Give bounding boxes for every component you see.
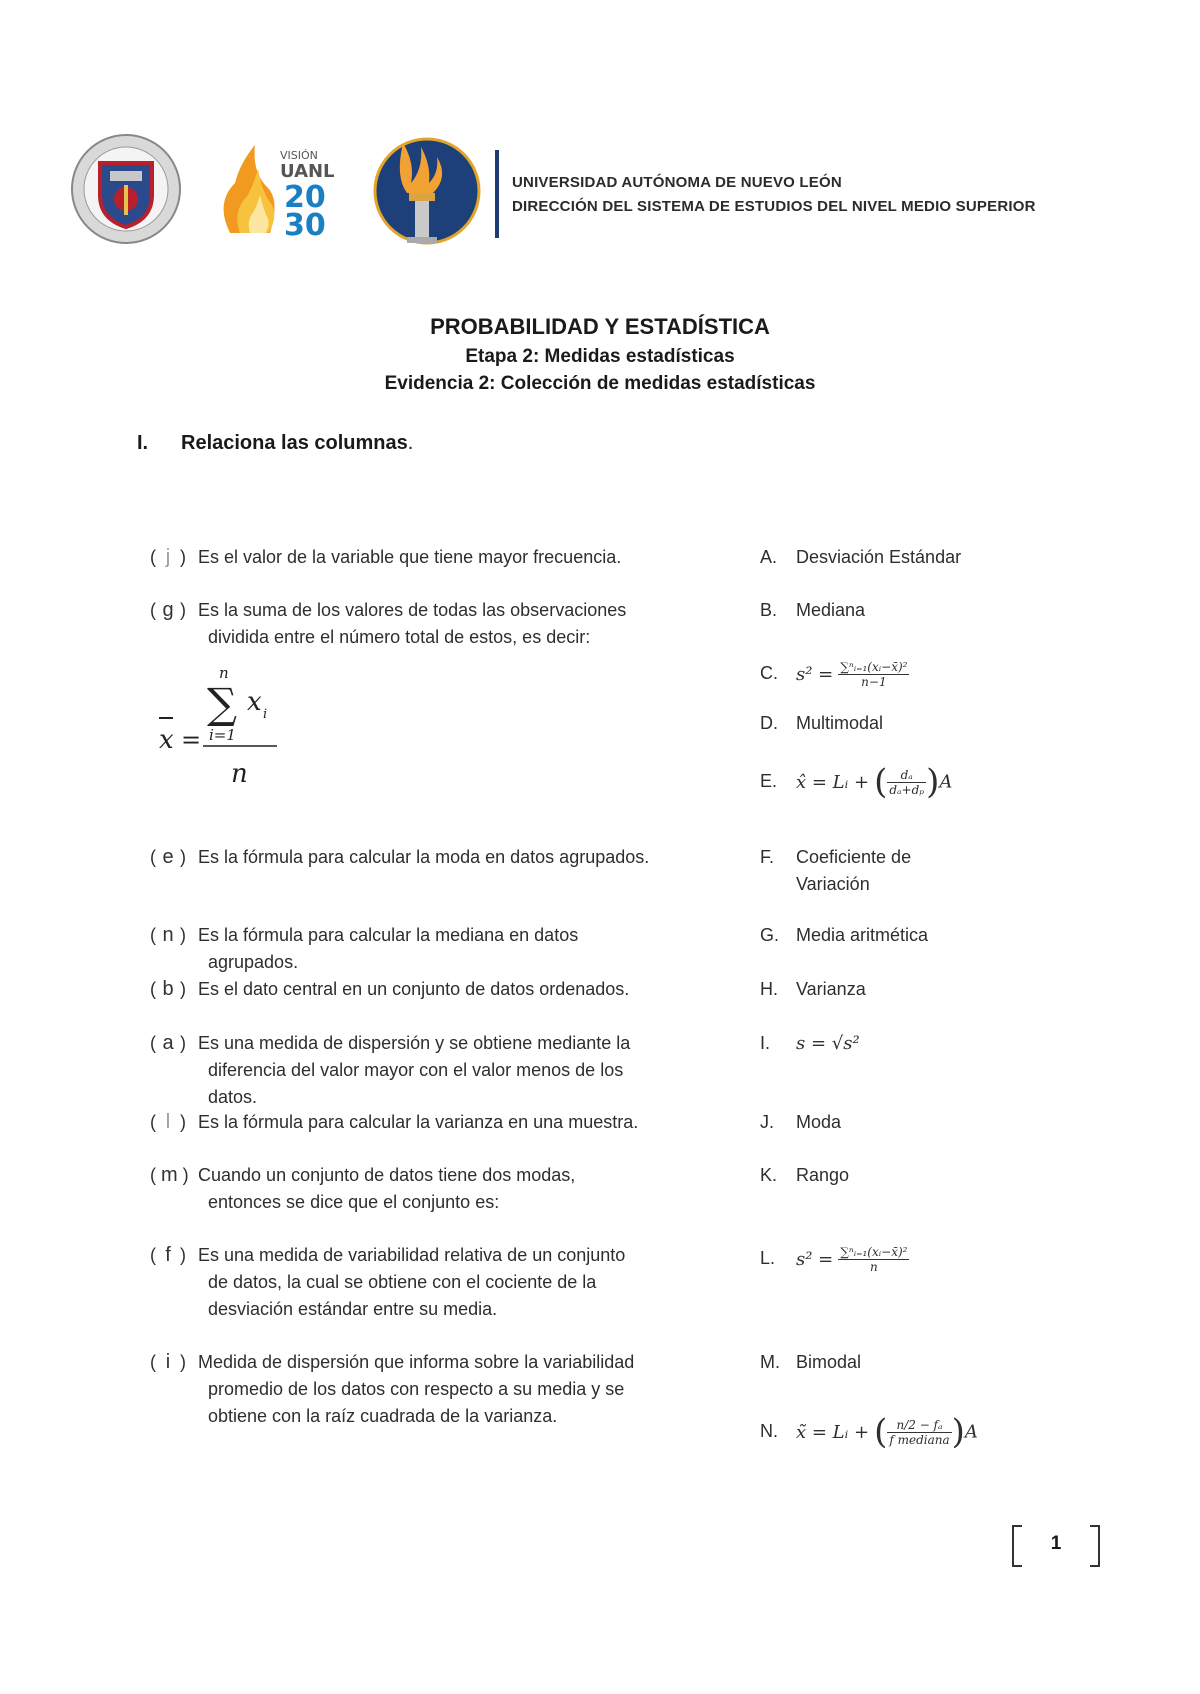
- option-letter: C.: [760, 663, 778, 684]
- option-text: Desviación Estándar: [796, 547, 962, 567]
- option-n: [760, 1412, 978, 1452]
- answer-slot[interactable]: ( f ): [150, 1242, 198, 1269]
- right-paren-icon: ): [926, 762, 940, 802]
- answer-letter: e: [162, 846, 174, 868]
- option-letter: E.: [760, 771, 778, 792]
- item-text-line: diferencia del valor mayor con el valor menos de los: [208, 1060, 624, 1080]
- item-text-line: agrupados.: [208, 952, 299, 972]
- option-letter: G.: [760, 925, 780, 945]
- fraction-numerator: ∑ⁿᵢ₌₁(xᵢ−x̄)²: [840, 1245, 908, 1259]
- fraction-denominator: f mediana: [889, 1433, 950, 1447]
- left-paren-icon: (: [874, 762, 888, 802]
- option-m: [760, 1349, 861, 1376]
- item-10: [150, 1349, 710, 1430]
- item-5: [150, 976, 710, 1003]
- formula-lhs: x: [159, 725, 174, 755]
- option-letter: H.: [760, 979, 778, 999]
- option-formula: s = √s²: [796, 1033, 860, 1054]
- option-formula-fraction: [838, 1245, 909, 1274]
- answer-letter: a: [162, 1032, 174, 1054]
- item-8: [150, 1162, 710, 1216]
- option-j: [760, 1109, 841, 1136]
- fraction-numerator: dₐ: [887, 768, 926, 783]
- option-text: Rango: [796, 1165, 850, 1185]
- option-letter: L.: [760, 1248, 776, 1269]
- item-text-line: entonces se dice que el conjunto es:: [208, 1192, 500, 1212]
- formula-eq: =: [181, 726, 202, 754]
- logo-vision-text: VISIÓN: [280, 149, 318, 162]
- answer-letter: g: [162, 599, 174, 621]
- item-text-line: Es una medida de variabilidad relativa de un conjunto: [198, 1245, 626, 1265]
- item-text-line: Es la fórmula para calcular la varianza en una muestra.: [198, 1112, 639, 1132]
- item-4: [150, 922, 710, 976]
- answer-letter: l: [165, 1111, 171, 1133]
- item-text-line: obtiene con la raíz cuadrada de la varianza.: [208, 1406, 558, 1426]
- option-letter: N.: [760, 1421, 778, 1442]
- option-formula-fraction: [887, 768, 926, 797]
- item-text-line: Es el valor de la variable que tiene mayor frecuencia.: [198, 547, 622, 567]
- option-text-line: Variación: [796, 874, 870, 894]
- fraction-numerator: n/2 − fₐ: [887, 1418, 951, 1433]
- option-formula-fraction: [887, 1418, 951, 1447]
- item-text-line: dividida entre el número total de estos, es decir:: [208, 627, 591, 647]
- option-letter: J.: [760, 1112, 775, 1132]
- answer-slot[interactable]: ( j ): [150, 544, 198, 571]
- fraction-denominator: n−1: [861, 675, 887, 689]
- option-letter: D.: [760, 713, 778, 733]
- item-9: [150, 1242, 710, 1323]
- item-3: [150, 844, 710, 871]
- item-6: [150, 1030, 710, 1111]
- option-formula-lhs: s² =: [796, 664, 834, 685]
- formula-den: n: [231, 759, 248, 789]
- fraction-denominator: n: [870, 1260, 878, 1274]
- option-letter: M.: [760, 1352, 780, 1372]
- answer-slot[interactable]: ( i ): [150, 1349, 198, 1376]
- university-name: UNIVERSIDAD AUTÓNOMA DE NUEVO LEÓN: [512, 174, 842, 191]
- answer-slot[interactable]: ( e ): [150, 844, 198, 871]
- option-f: [760, 844, 911, 898]
- section-number: I.: [137, 432, 149, 454]
- right-paren-icon: ): [951, 1412, 965, 1452]
- answer-letter: j: [165, 546, 171, 568]
- item-text-line: Es una medida de dispersión y se obtiene mediante la: [198, 1033, 631, 1053]
- evidence-title: Evidencia 2: Colección de medidas estadísticas: [384, 373, 816, 394]
- item-text-line: de datos, la cual se obtiene con el cociente de la: [208, 1272, 597, 1292]
- logo-20-text: 20: [284, 180, 326, 215]
- option-letter: K.: [760, 1165, 778, 1185]
- option-formula-lhs: x̂ = Lᵢ +: [796, 772, 870, 793]
- logo-30-text: 30: [284, 208, 326, 243]
- answer-slot[interactable]: ( g ): [150, 597, 198, 624]
- left-paren-icon: (: [874, 1412, 888, 1452]
- answer-slot[interactable]: ( m ): [150, 1162, 198, 1189]
- item-text-line: desviación estándar entre su media.: [208, 1299, 498, 1319]
- option-formula-lhs: s² =: [796, 1249, 834, 1270]
- item-text-line: Es la suma de los valores de todas las observaciones: [198, 600, 627, 620]
- formula-var: x: [247, 687, 262, 717]
- option-text: Multimodal: [796, 713, 884, 733]
- fraction-numerator: ∑ⁿᵢ₌₁(xᵢ−x̄)²: [840, 660, 908, 674]
- page-number: 1: [1050, 1533, 1062, 1554]
- option-letter: F.: [760, 847, 775, 867]
- fraction-denominator: dₐ+dₚ: [889, 783, 925, 797]
- answer-letter: m: [161, 1164, 178, 1186]
- option-letter: I.: [760, 1033, 771, 1053]
- stage-title: Etapa 2: Medidas estadísticas: [465, 346, 735, 367]
- item-text-line: Medida de dispersión que informa sobre la variabilidad: [198, 1352, 635, 1372]
- sistema-nivel-medio-superior-logo: [367, 133, 485, 245]
- option-letter: B.: [760, 600, 778, 620]
- answer-letter: b: [162, 978, 174, 1000]
- option-formula-tail: A: [964, 1421, 978, 1443]
- option-a: [760, 544, 961, 571]
- item-text-line: promedio de los datos con respecto a su media y se: [208, 1379, 625, 1399]
- formula-sub: i: [263, 707, 268, 722]
- formula-sum: ∑: [207, 679, 237, 728]
- option-text: [796, 844, 911, 898]
- mean-formula: [155, 660, 285, 790]
- item-2: [150, 597, 710, 651]
- option-l: [760, 1245, 909, 1274]
- option-text: Varianza: [796, 979, 866, 999]
- answer-slot[interactable]: ( a ): [150, 1030, 198, 1057]
- vision-uanl-2030-logo: [210, 133, 350, 245]
- item-text-line: Es la fórmula para calcular la moda en datos agrupados.: [198, 847, 650, 867]
- option-g: [760, 922, 928, 949]
- option-text: Mediana: [796, 600, 866, 620]
- item-7: [150, 1109, 710, 1136]
- section-title: Relaciona las columnas: [181, 432, 408, 454]
- option-c: [760, 660, 909, 689]
- option-formula-lhs: x̃ = Lᵢ +: [796, 1422, 870, 1443]
- option-h: [760, 976, 866, 1003]
- course-title: PROBABILIDAD Y ESTADÍSTICA: [430, 314, 770, 339]
- item-text-line: datos.: [208, 1087, 258, 1107]
- option-i: [760, 1030, 860, 1057]
- page-number-box: [1012, 1525, 1100, 1565]
- option-text-line: Coeficiente de: [796, 847, 912, 867]
- answer-slot[interactable]: ( n ): [150, 922, 198, 949]
- formula-lower: i=1: [209, 726, 236, 744]
- option-text: Bimodal: [796, 1352, 862, 1372]
- item-text-line: Es el dato central en un conjunto de datos ordenados.: [198, 979, 630, 999]
- answer-letter: f: [165, 1244, 171, 1266]
- logo-uanl-text: UANL: [280, 161, 335, 182]
- answer-letter: i: [165, 1351, 171, 1373]
- answer-slot[interactable]: ( b ): [150, 976, 198, 1003]
- uanl-seal-logo: [70, 133, 182, 245]
- option-text: Moda: [796, 1112, 842, 1132]
- answer-slot[interactable]: ( l ): [150, 1109, 198, 1136]
- option-formula-fraction: [838, 660, 909, 689]
- option-letter: A.: [760, 547, 778, 567]
- header-divider: [495, 150, 499, 238]
- section-heading: [137, 432, 413, 455]
- option-b: [760, 597, 865, 624]
- item-text-line: Es la fórmula para calcular la mediana en datos: [198, 925, 579, 945]
- option-e: [760, 762, 953, 802]
- answer-letter: n: [162, 924, 174, 946]
- option-formula-tail: A: [939, 771, 953, 793]
- department-name: DIRECCIÓN DEL SISTEMA DE ESTUDIOS DEL NIVEL MEDIO SUPERIOR: [512, 198, 1036, 215]
- option-text: Media aritmética: [796, 925, 929, 945]
- formula-upper: n: [219, 664, 229, 682]
- item-1: [150, 544, 710, 571]
- section-dot: .: [407, 432, 414, 454]
- option-d: [760, 710, 883, 737]
- item-text-line: Cuando un conjunto de datos tiene dos modas,: [198, 1165, 576, 1185]
- option-k: [760, 1162, 849, 1189]
